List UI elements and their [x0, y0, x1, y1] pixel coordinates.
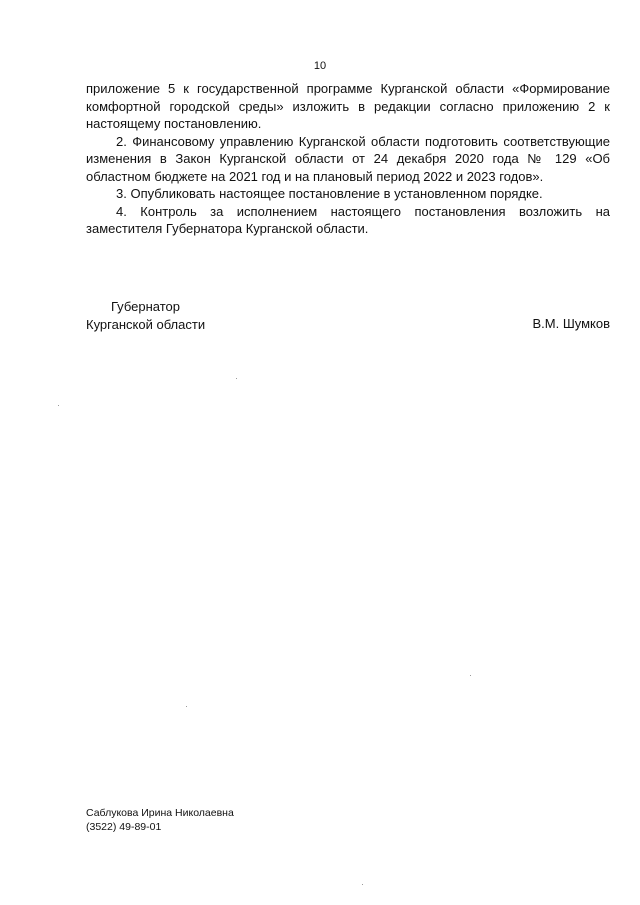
paragraph-appendix: приложение 5 к государственной программе Курганской области «Формирование комфортной городской среды» изложить в редакции согласно приложению 2 к настоящему постановлению.	[86, 81, 610, 131]
signatory-position	[86, 298, 205, 333]
executor-block	[86, 806, 234, 834]
page-number: 10	[313, 60, 327, 72]
scan-speck	[58, 405, 59, 406]
executor-name: Саблукова Ирина Николаевна	[86, 807, 234, 819]
executor-phone: (3522) 49-89-01	[86, 821, 162, 833]
signatory-title-line2: Курганской области	[86, 316, 206, 332]
signatory-title-line1: Губернатор	[111, 299, 180, 314]
signatory-name: В.М. Шумков	[532, 316, 610, 331]
document-body	[86, 80, 610, 238]
scan-speck	[362, 884, 363, 885]
scan-speck	[186, 706, 187, 707]
paragraph-item-4: 4. Контроль за исполнением настоящего постановления возложить на заместителя Губернатора Курганской области.	[86, 203, 610, 236]
scan-speck	[470, 675, 471, 676]
paragraph-item-2: 2. Финансовому управлению Курганской области подготовить соответствующие изменения в Закон Курганской области от 24 декабря 2020 года № 129 «Об областном бюджете на 2021 год и на плановый период 2022 и 2023 годов».	[86, 133, 610, 184]
paragraph-item-3: 3. Опубликовать настоящее постановление в установленном порядке.	[116, 186, 543, 201]
scan-speck	[236, 378, 237, 379]
